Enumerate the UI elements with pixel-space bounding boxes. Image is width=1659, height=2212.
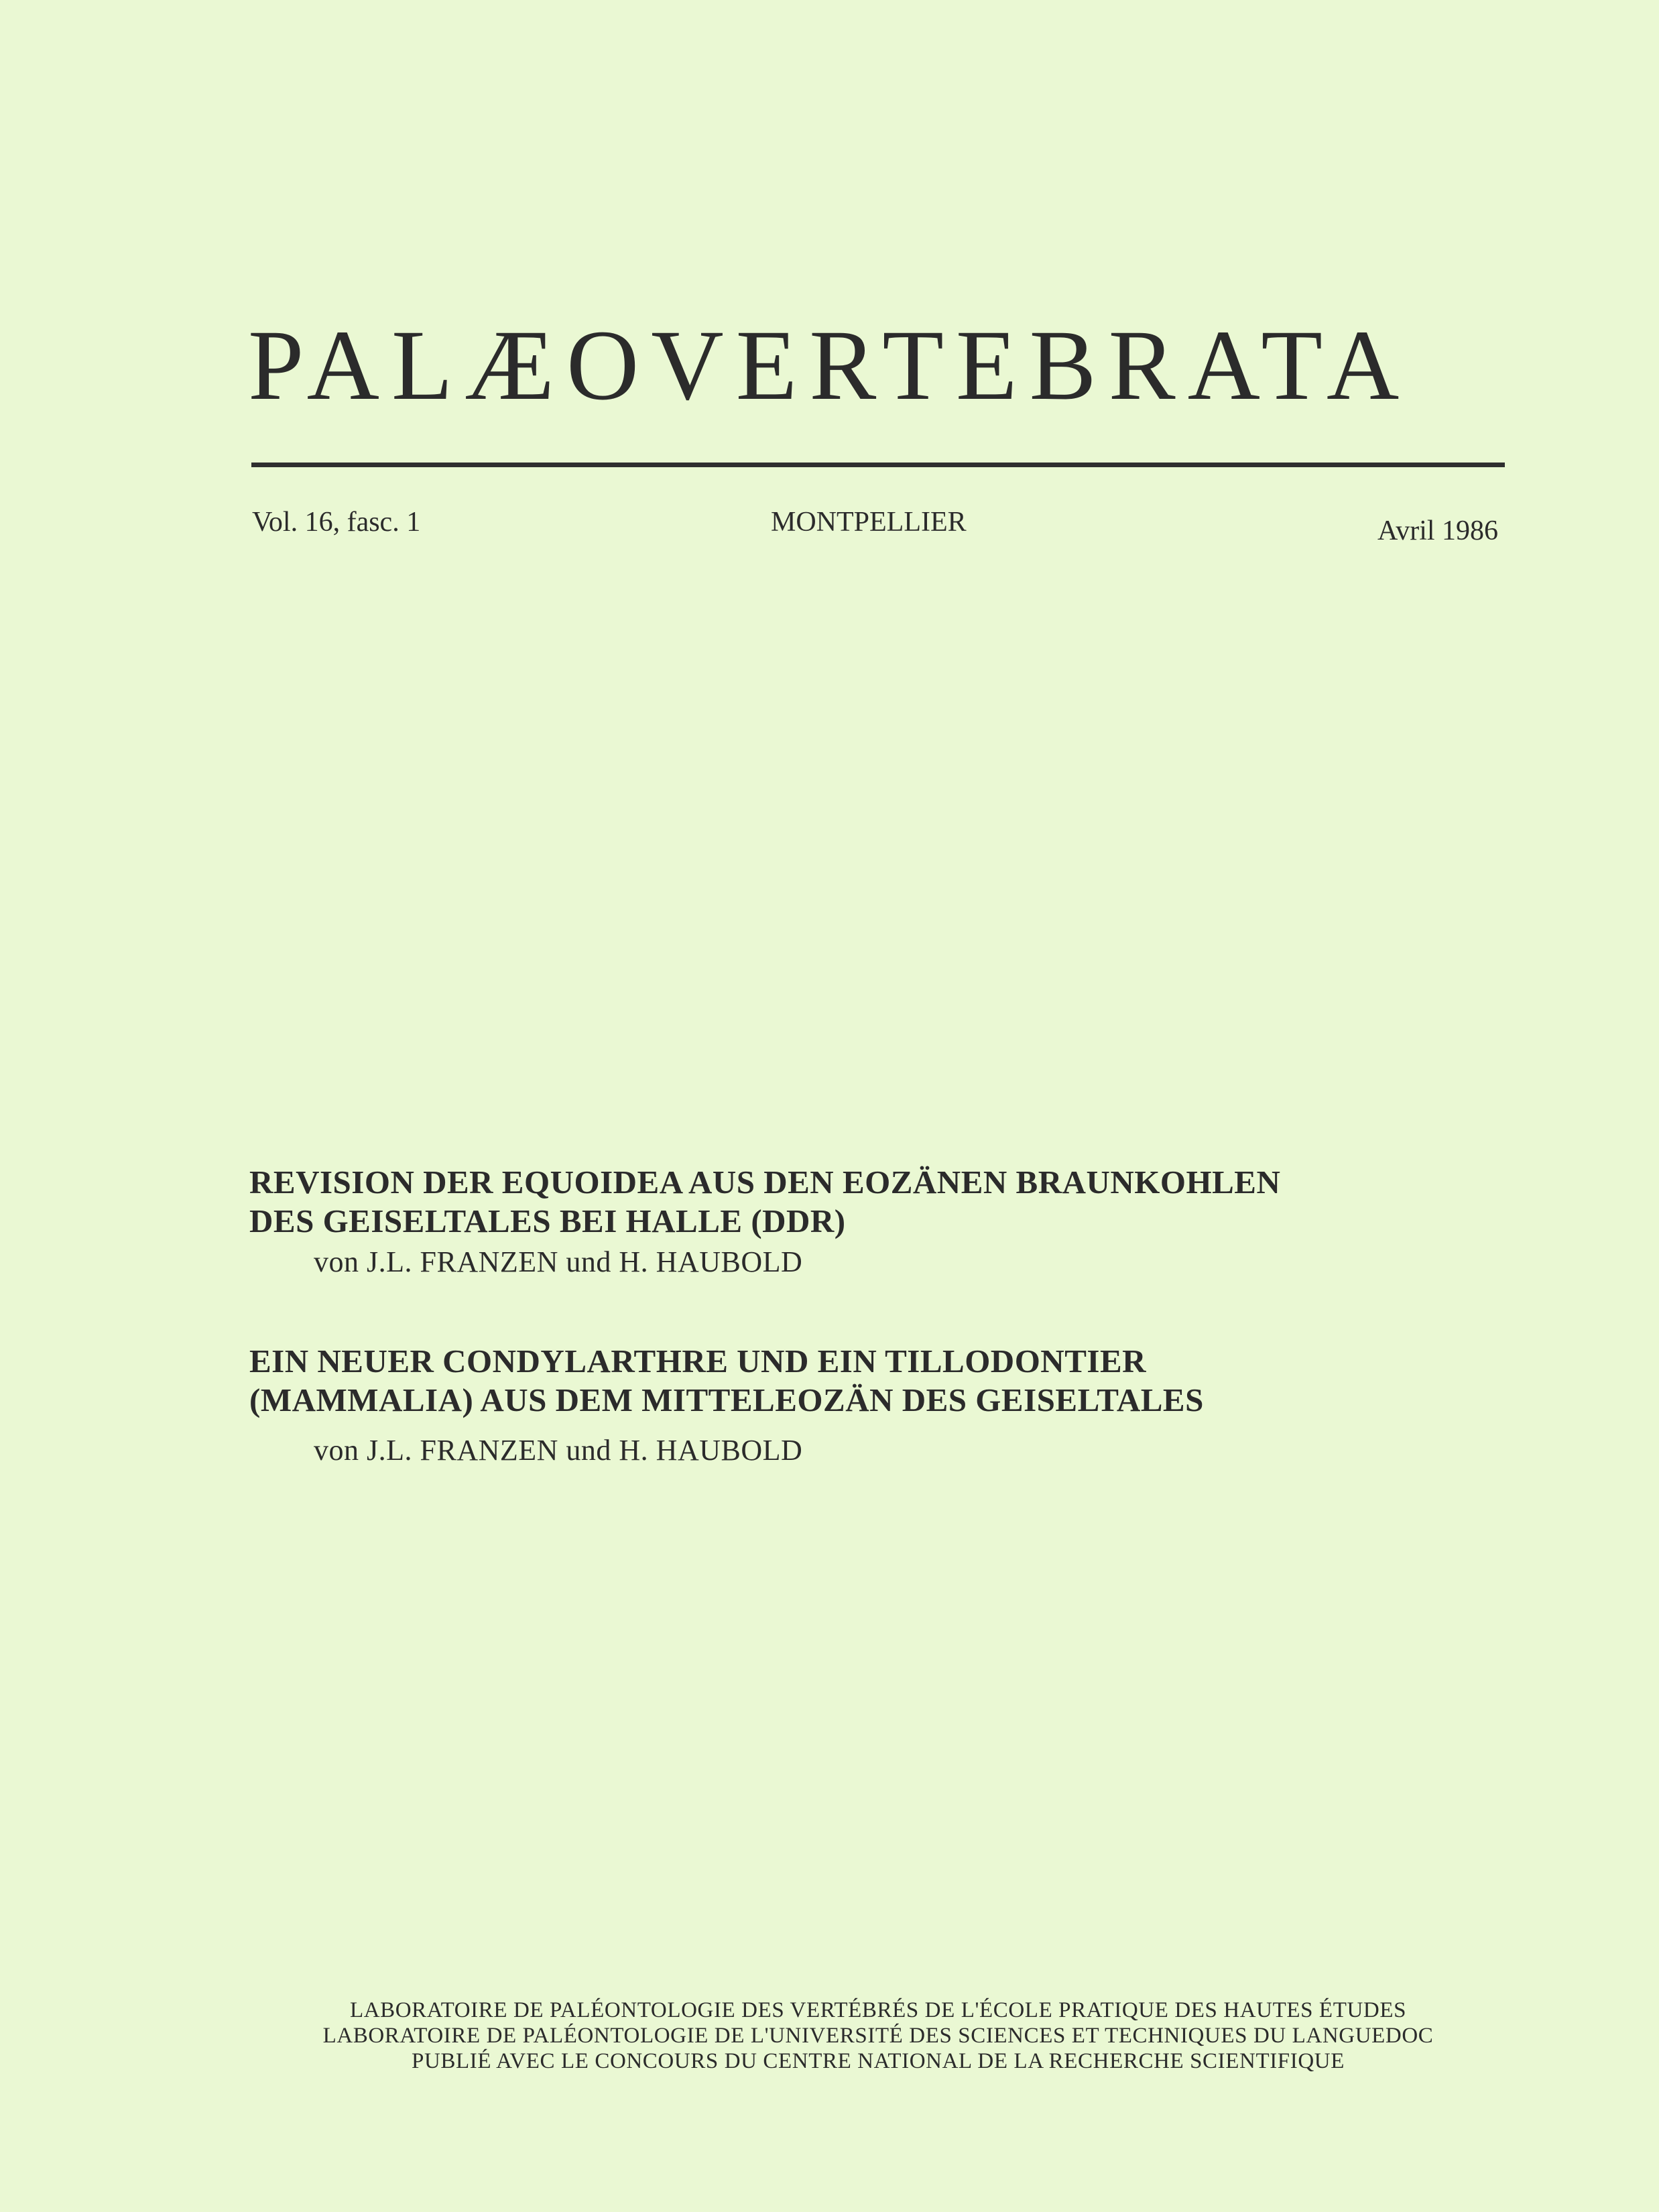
- publication-city: MONTPELLIER: [771, 507, 967, 538]
- footer-line: PUBLIÉ AVEC LE CONCOURS DU CENTRE NATIONAL DE LA RECHERCHE SCIENTIFIQUE: [412, 2049, 1345, 2073]
- article-title-line: EIN NEUER CONDYLARTHRE UND EIN TILLODONTIER: [249, 1343, 1147, 1379]
- article-authors: von J.L. FRANZEN und H. HAUBOLD: [314, 1245, 803, 1278]
- article-authors: von J.L. FRANZEN und H. HAUBOLD: [314, 1434, 803, 1467]
- publisher-footer: [241, 1998, 1515, 2074]
- journal-title: PALÆOVERTEBRATA: [248, 310, 1412, 421]
- volume-issue: Vol. 16, fasc. 1: [252, 507, 421, 538]
- footer-line: LABORATOIRE DE PALÉONTOLOGIE DE L'UNIVERSITÉ DES SCIENCES ET TECHNIQUES DU LANGUEDOC: [322, 2024, 1434, 2048]
- article-entry: [249, 1342, 1204, 1469]
- article-title-line: DES GEISELTALES BEI HALLE (DDR): [249, 1203, 846, 1239]
- article-entry: [249, 1163, 1280, 1281]
- publication-date: Avril 1986: [1377, 515, 1499, 546]
- footer-line: LABORATOIRE DE PALÉONTOLOGIE DES VERTÉBRÉS DE L'ÉCOLE PRATIQUE DES HAUTES ÉTUDES: [349, 1998, 1407, 2022]
- article-title-line: REVISION DER EQUOIDEA AUS DEN EOZÄNEN BRAUNKOHLEN: [249, 1164, 1281, 1201]
- article-title-line: (MAMMALIA) AUS DEM MITTELEOZÄN DES GEISELTALES: [249, 1381, 1204, 1418]
- title-divider: [251, 463, 1505, 467]
